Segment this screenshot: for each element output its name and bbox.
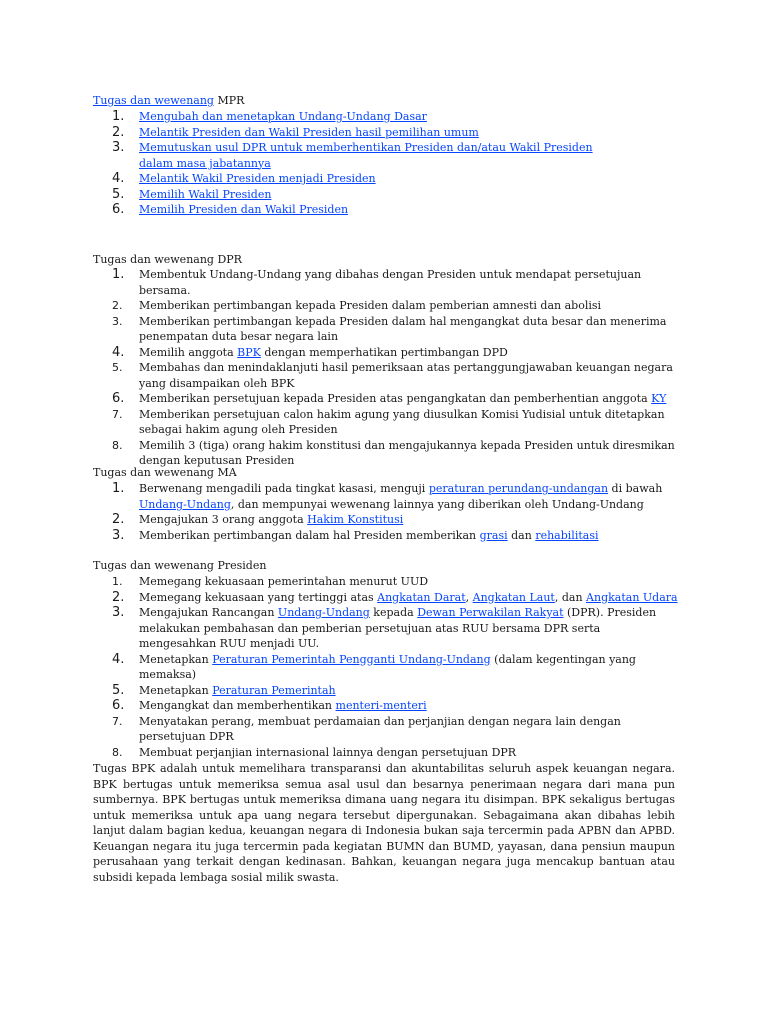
list-item: 3. Mengajukan Rancangan Undang-Undang kepada Dewan Perwakilan Rakyat (DPR). Presiden melakukan pembahasan dan pemberian persetujuan atas RUU bersama DPR serta mengesahkan RUU menjadi UU. <box>112 605 657 650</box>
list-item: 5. Membahas dan menindaklanjuti hasil pemeriksaan atas pertanggungjawaban keuangan negara yang disampaikan oleh BPK <box>112 361 673 390</box>
list-item: 1. Membentuk Undang-Undang yang dibahas dengan Presiden untuk mendapat persetujuan bersama. <box>112 267 642 297</box>
dpr-heading: Tugas dan wewenang DPR <box>93 253 242 266</box>
list-item: 6. Memilih Presiden dan Wakil Presiden <box>112 202 349 217</box>
mpr-heading-link[interactable]: Tugas dan wewenang <box>93 94 214 107</box>
ma-list <box>0 481 680 543</box>
list-item: 3. Memberikan pertimbangan dalam hal Presiden memberikan grasi dan rehabilitasi <box>112 527 599 543</box>
bpk-link[interactable]: BPK <box>237 345 261 359</box>
mpr-item-link[interactable]: Mengubah dan menetapkan Undang-Undang Dasar <box>139 110 427 123</box>
list-item: 3. Memberikan pertimbangan kepada Presiden dalam hal mengangkat duta besar dan menerima penempatan duta besar negara lain <box>112 314 667 343</box>
bpk-paragraph: Tugas BPK adalah untuk memelihara transparansi dan akuntabilitas seluruh aspek keuangan negara. BPK bertugas untuk memeriksa semua asal usul dan besarnya penerimaan negara dari mana pun sumbernya. BPK bertugas untuk memeriksa dimana uang negara itu disimpan. BPK sekaligus bertugas untuk memeriksa untuk apa uang negara tersebut dipergunakan. Sebagaimana akan dibahas lebih lanjut dalam bagian kedua, keuangan negara di Indonesia bukan saja tercermin pada APBN dan APBD. Keuangan negara itu juga tercermin pada kegiatan BUMN dan BUMD, yayasan, dana pensiun maupun perusahaan yang terkait dengan kedinasan. Bahkan, keuangan negara juga mencakup bantuan atau subsidi kepada lembaga sosial milik swasta. <box>93 762 675 884</box>
angkatan-udara-link[interactable]: Angkatan Udara <box>586 590 678 604</box>
list-item: 5. Memilih Wakil Presiden <box>112 186 272 202</box>
list-item: 4. Melantik Wakil Presiden menjadi Presiden <box>112 171 376 186</box>
mpr-item-link[interactable]: Melantik Presiden dan Wakil Presiden hasil pemilihan umum <box>139 125 479 139</box>
undang-undang-link[interactable]: Undang-Undang <box>277 606 370 619</box>
peraturan-link[interactable]: peraturan perundang-undangan <box>428 482 609 495</box>
list-item: 4. Menetapkan Peraturan Pemerintah Pengganti Undang-Undang (dalam kegentingan yang memaksa) <box>112 651 636 681</box>
list-item: 7. Memberikan persetujuan calon hakim agung yang diusulkan Komisi Yudisial untuk ditetapkan sebagai hakim agung oleh Presiden <box>112 407 665 436</box>
presiden-heading: Tugas dan wewenang Presiden <box>93 559 267 572</box>
list-item: 4. Memilih anggota BPK dengan memperhatikan pertimbangan DPD <box>112 344 508 360</box>
perppu-link[interactable]: Peraturan Pemerintah Pengganti Undang-Undang <box>212 652 491 666</box>
angkatan-laut-link[interactable]: Angkatan Laut <box>472 590 555 604</box>
mpr-item-link[interactable]: Melantik Wakil Presiden menjadi Presiden <box>139 172 376 185</box>
list-item: 8. Memilih 3 (tiga) orang hakim konstitusi dan mengajukannya kepada Presiden untuk diresmikan dengan keputusan Presiden <box>112 438 675 467</box>
list-item: 1. Berwenang mengadili pada tingkat kasasi, menguji peraturan perundang-undangan di bawah Undang-Undang, dan mempunyai wewenang lainnya yang diberikan oleh Undang-Undang <box>112 481 663 511</box>
menteri-link[interactable]: menteri-menteri <box>335 699 427 712</box>
list-item: 1. Memegang kekuasaan pemerintahan menurut UUD <box>112 575 429 588</box>
list-item: 6. Mengangkat dan memberhentikan menteri-menteri <box>112 698 427 713</box>
presiden-list <box>0 574 680 760</box>
hakim-konstitusi-link[interactable]: Hakim Konstitusi <box>307 513 404 526</box>
mpr-item-link[interactable]: Memilih Presiden dan Wakil Presiden <box>139 203 349 216</box>
list-item: 2. Melantik Presiden dan Wakil Presiden hasil pemilihan umum <box>112 124 479 140</box>
angkatan-darat-link[interactable]: Angkatan Darat <box>377 590 466 604</box>
list-item: 8. Membuat perjanjian internasional lainnya dengan persetujuan DPR <box>112 745 517 759</box>
list-item: 2. Memegang kekuasaan yang tertinggi atas Angkatan Darat, Angkatan Laut, dan Angkatan Udara <box>112 589 678 605</box>
dpr-link[interactable]: Dewan Perwakilan Rakyat <box>417 606 564 619</box>
mpr-item-link[interactable]: Memutuskan usul DPR untuk memberhentikan Presiden dan/atau Wakil Presiden dalam masa jabatannya <box>139 141 593 170</box>
list-item: 2. Memberikan pertimbangan kepada Presiden dalam pemberian amnesti dan abolisi <box>112 299 602 312</box>
undang-undang-link[interactable]: Undang-Undang <box>139 497 231 511</box>
list-item: 5. Menetapkan Peraturan Pemerintah <box>112 682 336 698</box>
grasi-link[interactable]: grasi <box>479 528 508 542</box>
ky-link[interactable]: KY <box>651 392 667 405</box>
dpr-list <box>0 267 680 469</box>
mpr-list <box>0 109 680 218</box>
list-item: 1. Mengubah dan menetapkan Undang-Undang Dasar <box>112 109 427 124</box>
list-item: 6. Memberikan persetujuan kepada Presiden atas pengangkatan dan pemberhentian anggota KY <box>112 391 667 406</box>
mpr-item-link[interactable]: Memilih Wakil Presiden <box>139 187 272 201</box>
ma-heading: Tugas dan wewenang MA <box>93 466 237 479</box>
list-item: 7. Menyatakan perang, membuat perdamaian dan perjanjian dengan negara lain dengan persetujuan DPR <box>112 714 621 743</box>
list-item: 3. Memutuskan usul DPR untuk memberhentikan Presiden dan/atau Wakil Presiden dalam masa jabatannya <box>112 140 593 170</box>
peraturan-pemerintah-link[interactable]: Peraturan Pemerintah <box>212 683 336 697</box>
rehabilitasi-link[interactable]: rehabilitasi <box>535 528 599 542</box>
list-item: 2. Mengajukan 3 orang anggota Hakim Konstitusi <box>112 512 404 527</box>
mpr-heading: Tugas dan wewenang MPR <box>93 94 245 107</box>
